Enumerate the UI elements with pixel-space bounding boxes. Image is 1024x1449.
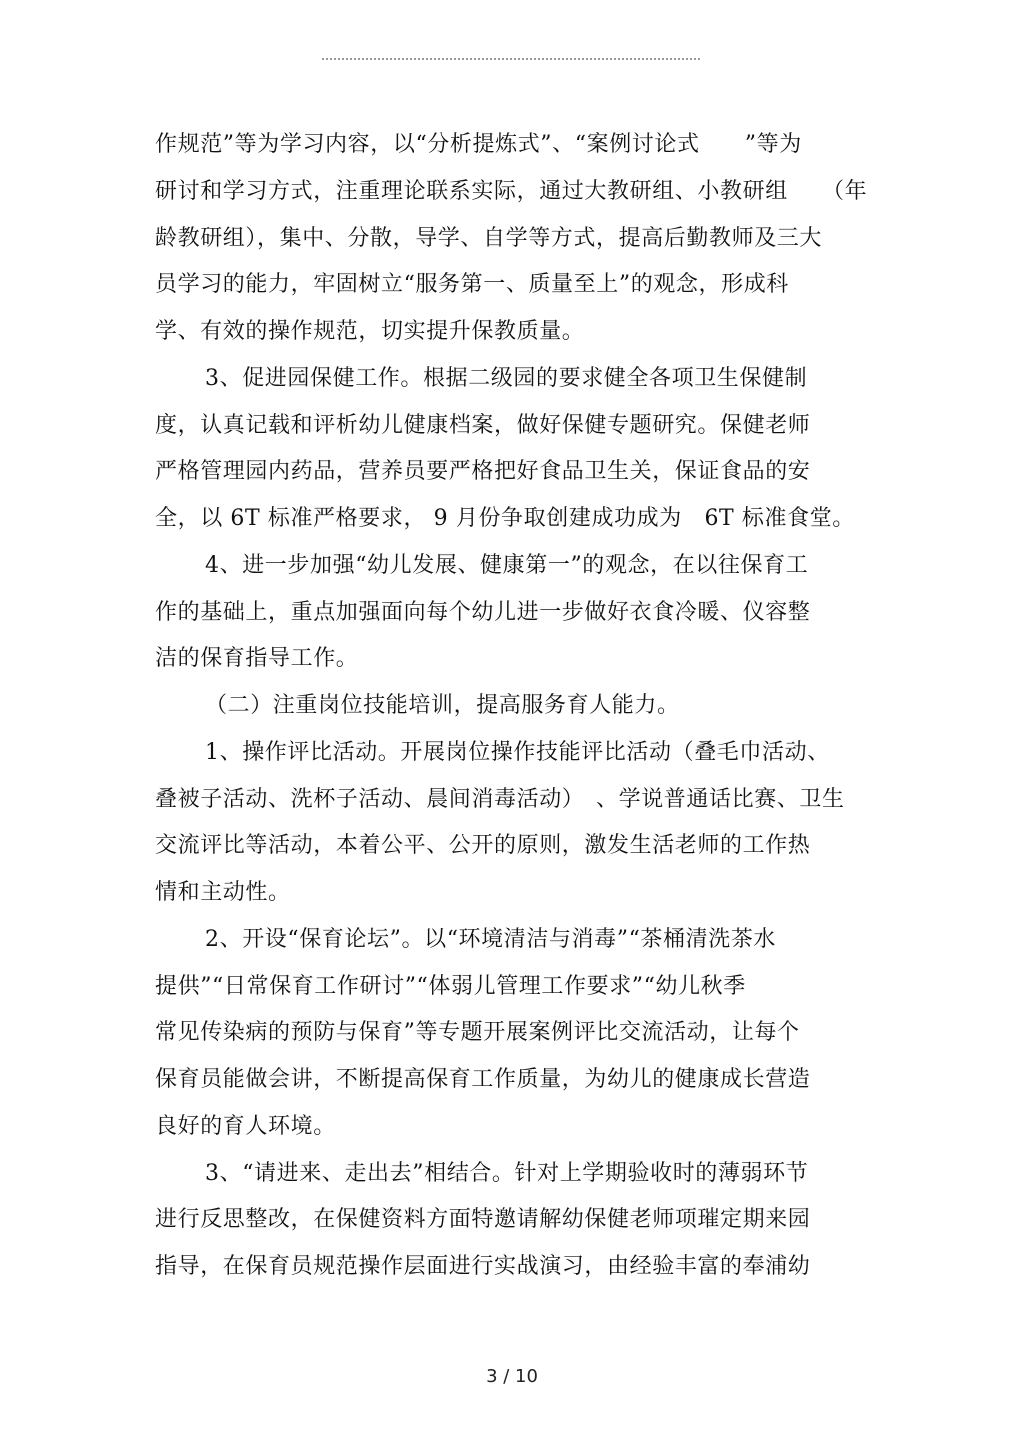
text-line: 研讨和学习方式，注重理论联系实际，通过大教研组、小教研组 （年	[155, 179, 868, 204]
text-line: 作规范”等为学习内容，以“分析提炼式”、“案例讨论式 ”等为	[155, 132, 802, 157]
text-line: 叠被子活动、洗杯子活动、晨间消毒活动） 、学说普通话比赛、卫生	[155, 787, 845, 812]
text-line: 全，以 6T 标准严格要求， 9 月份争取创建成功成为 6T 标准食堂。	[155, 506, 855, 531]
text-line: 3、促进园保健工作。根据二级园的要求健全各项卫生保健制	[205, 366, 808, 391]
text-line: 学、有效的操作规范，切实提升保教质量。	[155, 319, 585, 344]
header-dotted-rule	[322, 58, 700, 60]
text-line: 指导，在保育员规范操作层面进行实战演习，由经验丰富的奉浦幼	[155, 1254, 811, 1279]
text-line: 提供”“日常保育工作研讨”“体弱儿管理工作要求”“幼儿秋季	[155, 974, 746, 999]
text-line: 保育员能做会讲，不断提高保育工作质量，为幼儿的健康成长营造	[155, 1067, 811, 1092]
text-line: 龄教研组），集中、分散，导学、自学等方式，提高后勤教师及三大	[155, 226, 823, 251]
text-line: 1、操作评比活动。开展岗位操作技能评比活动（叠毛巾活动、	[205, 740, 830, 765]
page-number: 3 / 10	[486, 1366, 538, 1387]
text-line: 进行反思整改，在保健资料方面特邀请解幼保健老师项璀定期来园	[155, 1207, 811, 1232]
text-line: 2、开设“保育论坛”。以“环境清洁与消毒”“茶桶清洗茶水	[205, 927, 777, 952]
section-heading: （二）注重岗位技能培训，提高服务育人能力。	[205, 693, 680, 718]
text-line: 常见传染病的预防与保育”等专题开展案例评比交流活动，让每个	[155, 1020, 800, 1045]
text-line: 良好的育人环境。	[155, 1114, 336, 1139]
text-line: 交流评比等活动，本着公平、公开的原则，激发生活老师的工作热	[155, 833, 811, 858]
text-line: 员学习的能力，牢固树立“服务第一、质量至上”的观念，形成科	[155, 272, 789, 297]
text-line: 4、进一步加强“幼儿发展、健康第一”的观念，在以往保育工	[205, 553, 809, 578]
text-line: 情和主动性。	[155, 880, 291, 905]
text-line: 严格管理园内药品，营养员要严格把好食品卫生关，保证食品的安	[155, 459, 811, 484]
text-line: 度，认真记载和评析幼儿健康档案，做好保健专题研究。保健老师	[155, 413, 811, 438]
text-line: 洁的保育指导工作。	[155, 646, 359, 671]
text-line: 3、“请进来、走出去”相结合。针对上学期验收时的薄弱环节	[205, 1161, 809, 1186]
text-line: 作的基础上，重点加强面向每个幼儿进一步做好衣食冷暖、仪容整	[155, 600, 811, 625]
